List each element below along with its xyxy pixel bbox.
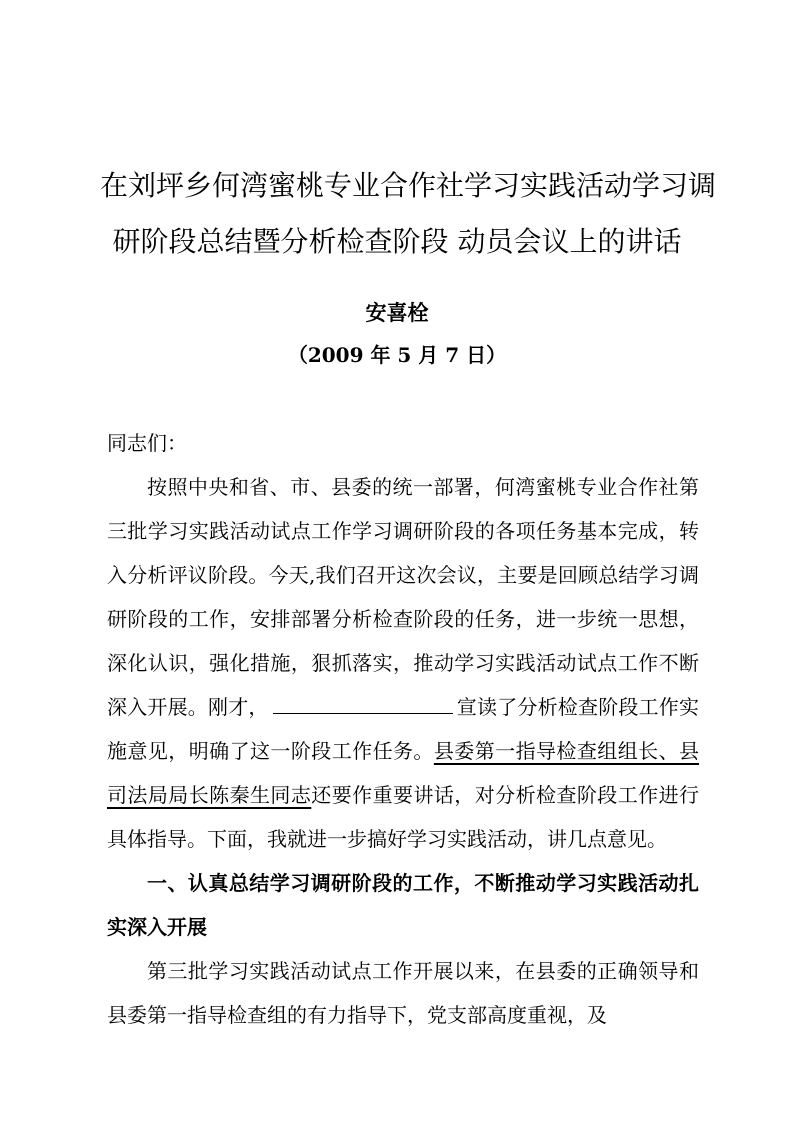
paragraph-1-text-c: 还要作重要讲话，对分析检查阶段工作进行具体指导。下面，我就进一步搞好学习实践活动，讲几点意见。 xyxy=(107,783,700,851)
paragraph-2: 第三批学习实践活动试点工作开展以来，在县委的正确领导和县委第一指导检查组的有力指导下，党支部高度重视，及 xyxy=(107,959,699,1027)
fill-in-blank xyxy=(273,691,453,714)
underlined-name: 县委第一指导检查组组长、县司法局局长陈秦生同志 xyxy=(107,739,700,807)
title-line-1: 在刘坪乡何湾蜜桃专业合作社学习实践活动学习调 xyxy=(100,169,717,202)
author-name: 安喜栓 xyxy=(365,300,429,325)
title-line-2: 研阶段总结暨分析检查阶段 动员会议上的讲话 xyxy=(112,225,682,258)
speech-date: （2009 年 5 月 7 日） xyxy=(287,343,507,367)
document-title xyxy=(100,158,717,270)
paragraph-1-text-a: 按照中央和省、市、县委的统一部署，何湾蜜桃专业合作社第三批学习实践活动试点工作学习调研阶段的各项任务基本完成，转入分析评议阶段。今天,我们召开这次会议，主要是回顾总结学习调研阶段的工作，安排部署分析检查阶段的任务，进一步统一思想，深化认识，强化措施，狠抓落实，推动学习实践活动试点工作不断深入开展。刚才， xyxy=(107,475,699,719)
paragraph-1 xyxy=(107,465,699,861)
salutation: 同志们： xyxy=(107,431,187,455)
section-heading-1: 一、认真总结学习调研阶段的工作，不断推动学习实践活动扎实深入开展 xyxy=(107,871,699,939)
paragraph-1-text-b: 宣读了分析检查阶段工作实施意见，明确了这一阶段工作任务。 xyxy=(107,695,700,763)
document-body xyxy=(107,421,699,1037)
